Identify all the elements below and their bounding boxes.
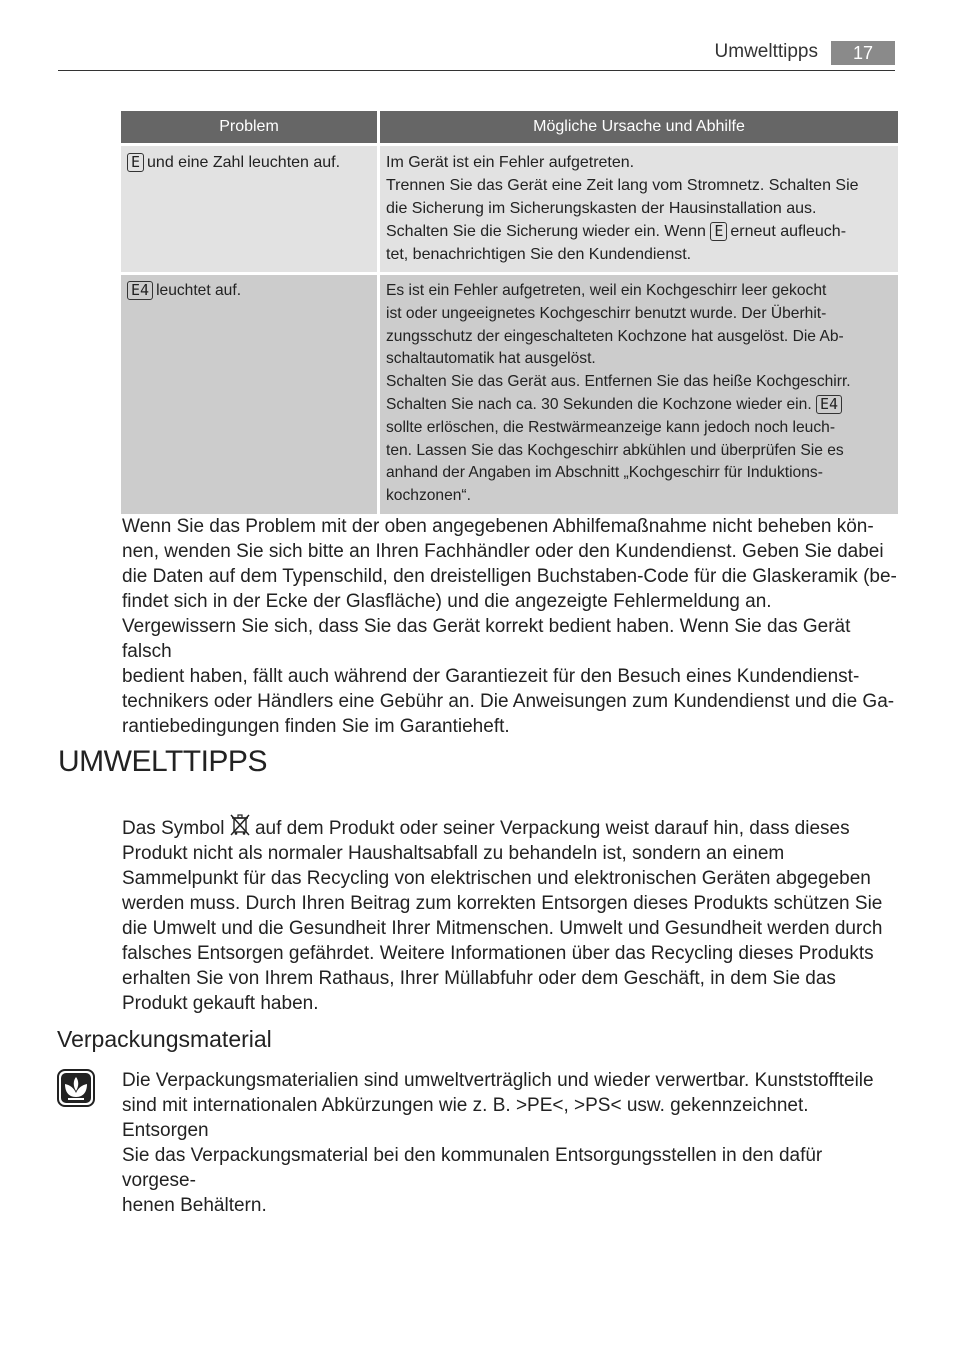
- subsection-title: Verpackungsmaterial: [57, 1026, 272, 1052]
- text-line: die Daten auf dem Typenschild, den dreistelligen Buchstaben-Code für die Glaskeramik (be-: [122, 566, 897, 587]
- text-line: Wenn Sie das Problem mit der oben angegebenen Abhilfemaßnahme nicht beheben kön-: [122, 516, 874, 537]
- service-paragraph: [122, 514, 897, 739]
- text-line: Produkt gekauft haben.: [122, 993, 319, 1014]
- cause-line: Trennen Sie das Gerät eine Zeit lang vom Stromnetz. Schalten Sie: [386, 177, 859, 194]
- text-line: findet sich in der Ecke der Glasfläche) und die angezeigte Fehlermeldung an.: [122, 591, 772, 612]
- environment-leaf-icon: [57, 1069, 95, 1107]
- text-line: henen Behältern.: [122, 1195, 267, 1216]
- error-code-display: E: [127, 153, 144, 172]
- section-title: UMWELTTIPPS: [58, 745, 267, 778]
- text-line: rantiebedingungen finden Sie im Garantieheft.: [122, 716, 510, 737]
- text-line: Die Verpackungsmaterialien sind umweltverträglich und wieder verwertbar. Kunststoffteile: [122, 1070, 874, 1091]
- running-header-title: Umwelttipps: [714, 41, 818, 62]
- problem-text: leuchtet auf.: [156, 282, 242, 299]
- cause-line: Schalten Sie nach ca. 30 Sekunden die Kochzone wieder ein. E4: [386, 394, 892, 417]
- cause-line: schaltautomatik hat ausgelöst.: [386, 350, 596, 368]
- cause-line: Im Gerät ist ein Fehler aufgetreten.: [386, 154, 635, 171]
- cause-line: zungsschutz der eingeschalteten Kochzone hat ausgelöst. Die Ab-: [386, 327, 844, 345]
- text-line: Das Symbol auf dem Produkt oder seiner Verpackung weist darauf hin, dass dieses: [122, 813, 897, 841]
- text-line: Sie das Verpackungsmaterial bei den kommunalen Entsorgungsstellen in den dafür vorgese-: [122, 1145, 823, 1191]
- cause-line: kochzonen“.: [386, 487, 471, 505]
- cause-line: tet, benachrichtigen Sie den Kundendienst.: [386, 246, 692, 263]
- page-number: 17: [831, 41, 895, 65]
- cause-cell: [380, 146, 898, 272]
- problem-cell: [121, 275, 377, 514]
- cause-line: Es ist ein Fehler aufgetreten, weil ein Kochgeschirr leer gekocht: [386, 282, 827, 299]
- text-line: Sammelpunkt für das Recycling von elektrischen und elektronischen Geräten abgegeben: [122, 868, 871, 889]
- text-line: technikers oder Händlers eine Gebühr an. Die Anweisungen zum Kundendienst und die Ga-: [122, 691, 895, 712]
- text-line: Vergewissern Sie sich, dass Sie das Gerät korrekt bedient haben. Wenn Sie das Gerät falsch: [122, 616, 851, 662]
- error-code-display: E: [710, 222, 727, 241]
- table-header-row: [121, 111, 898, 143]
- text-line: werden muss. Durch Ihren Beitrag zum korrekten Entsorgen dieses Produkts schützen Sie: [122, 893, 883, 914]
- header-divider: [58, 70, 895, 71]
- cause-line: ten. Lassen Sie das Kochgeschirr abkühlen und überprüfen Sie es: [386, 441, 844, 459]
- text-line: bedient haben, fällt auch während der Garantiezeit für den Besuch eines Kundendienst-: [122, 666, 860, 687]
- cause-line: Schalten Sie das Gerät aus. Entfernen Sie das heiße Kochgeschirr.: [386, 373, 851, 391]
- cause-line: die Sicherung im Sicherungskasten der Hausinstallation aus.: [386, 200, 817, 217]
- error-code-display: E4: [816, 395, 842, 414]
- text-line: falsches Entsorgen gefährdet. Weitere Informationen über das Recycling dieses Produkts: [122, 943, 874, 964]
- text-line: erhalten Sie von Ihrem Rathaus, Ihrer Müllabfuhr oder dem Geschäft, in dem Sie das: [122, 968, 836, 989]
- packaging-paragraph: [122, 1068, 897, 1218]
- cause-line: Schalten Sie die Sicherung wieder ein. Wenn E erneut aufleuch-: [386, 222, 847, 240]
- cause-line: sollte erlöschen, die Restwärmeanzeige kann jedoch noch leuch-: [386, 418, 836, 436]
- troubleshooting-table: [118, 108, 901, 517]
- column-header-problem: Problem: [121, 111, 377, 143]
- text-line: die Umwelt und die Gesundheit Ihrer Mitmenschen. Umwelt und Gesundheit werden durch: [122, 918, 883, 939]
- error-code-display: E4: [127, 281, 153, 300]
- environment-paragraph: [122, 813, 897, 1016]
- crossed-out-bin-icon: [230, 813, 250, 837]
- table-row: [121, 146, 898, 272]
- text-line: nen, wenden Sie sich bitte an Ihren Fachhändler oder den Kundendienst. Geben Sie dabei: [122, 541, 884, 562]
- text-line: Produkt nicht als normaler Haushaltsabfall zu behandeln ist, sondern an einem: [122, 843, 785, 864]
- problem-text: und eine Zahl leuchten auf.: [147, 154, 341, 171]
- problem-cell: [121, 146, 377, 272]
- table-row: [121, 275, 898, 514]
- cause-line: ist oder ungeeignetes Kochgeschirr benutzt wurde. Der Überhit-: [386, 304, 827, 322]
- cause-cell: [380, 275, 898, 514]
- column-header-cause: Mögliche Ursache und Abhilfe: [380, 111, 898, 143]
- text-line: sind mit internationalen Abkürzungen wie z. B. >PE<, >PS< usw. gekennzeichnet. Entsorgen: [122, 1095, 809, 1141]
- cause-line: anhand der Angaben im Abschnitt „Kochgeschirr für Induktions-: [386, 464, 823, 482]
